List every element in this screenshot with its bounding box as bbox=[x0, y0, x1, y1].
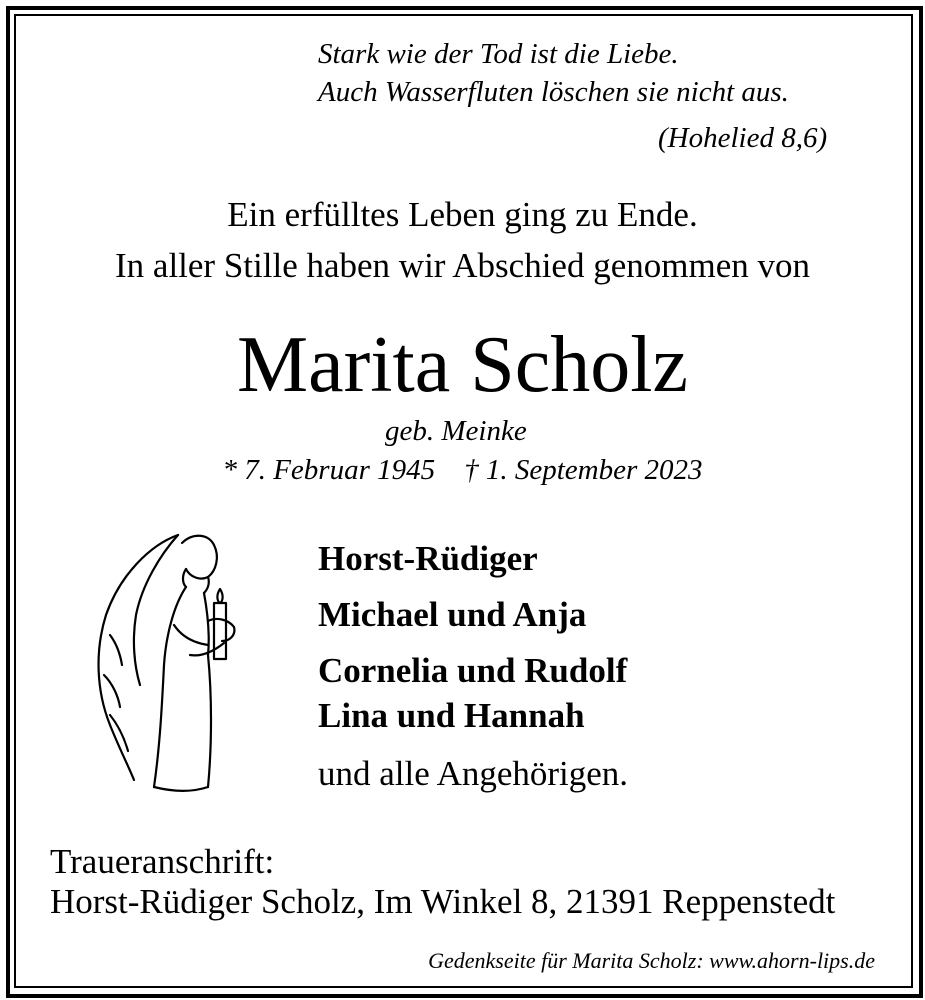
verse-line-1: Stark wie der Tod ist die Liebe. bbox=[318, 38, 679, 70]
verse-source: (Hohelied 8,6) bbox=[658, 122, 828, 154]
family-member: Horst-Rüdiger bbox=[318, 539, 538, 578]
intro-line-2: In aller Stille haben wir Abschied genommen von bbox=[115, 246, 810, 285]
other-relatives: und alle Angehörigen. bbox=[318, 754, 629, 793]
family-member: Lina und Hannah bbox=[318, 696, 585, 735]
life-dates: * 7. Februar 1945 † 1. September 2023 bbox=[222, 454, 703, 486]
address-text: Horst-Rüdiger Scholz, Im Winkel 8, 21391 Reppenstedt bbox=[50, 882, 836, 921]
maiden-name: geb. Meinke bbox=[385, 415, 527, 447]
memorial-page-link[interactable]: Gedenkseite für Marita Scholz: www.ahorn-lips.de bbox=[428, 948, 875, 973]
verse-line-2: Auch Wasserfluten löschen sie nicht aus. bbox=[318, 76, 789, 108]
angel-with-candle-icon bbox=[90, 525, 250, 800]
family-member: Cornelia und Rudolf bbox=[318, 651, 628, 690]
intro-line-1: Ein erfülltes Leben ging zu Ende. bbox=[227, 195, 698, 234]
address-label: Traueranschrift: bbox=[50, 842, 275, 881]
family-member: Michael und Anja bbox=[318, 595, 587, 634]
deceased-name: Marita Scholz bbox=[237, 321, 688, 409]
